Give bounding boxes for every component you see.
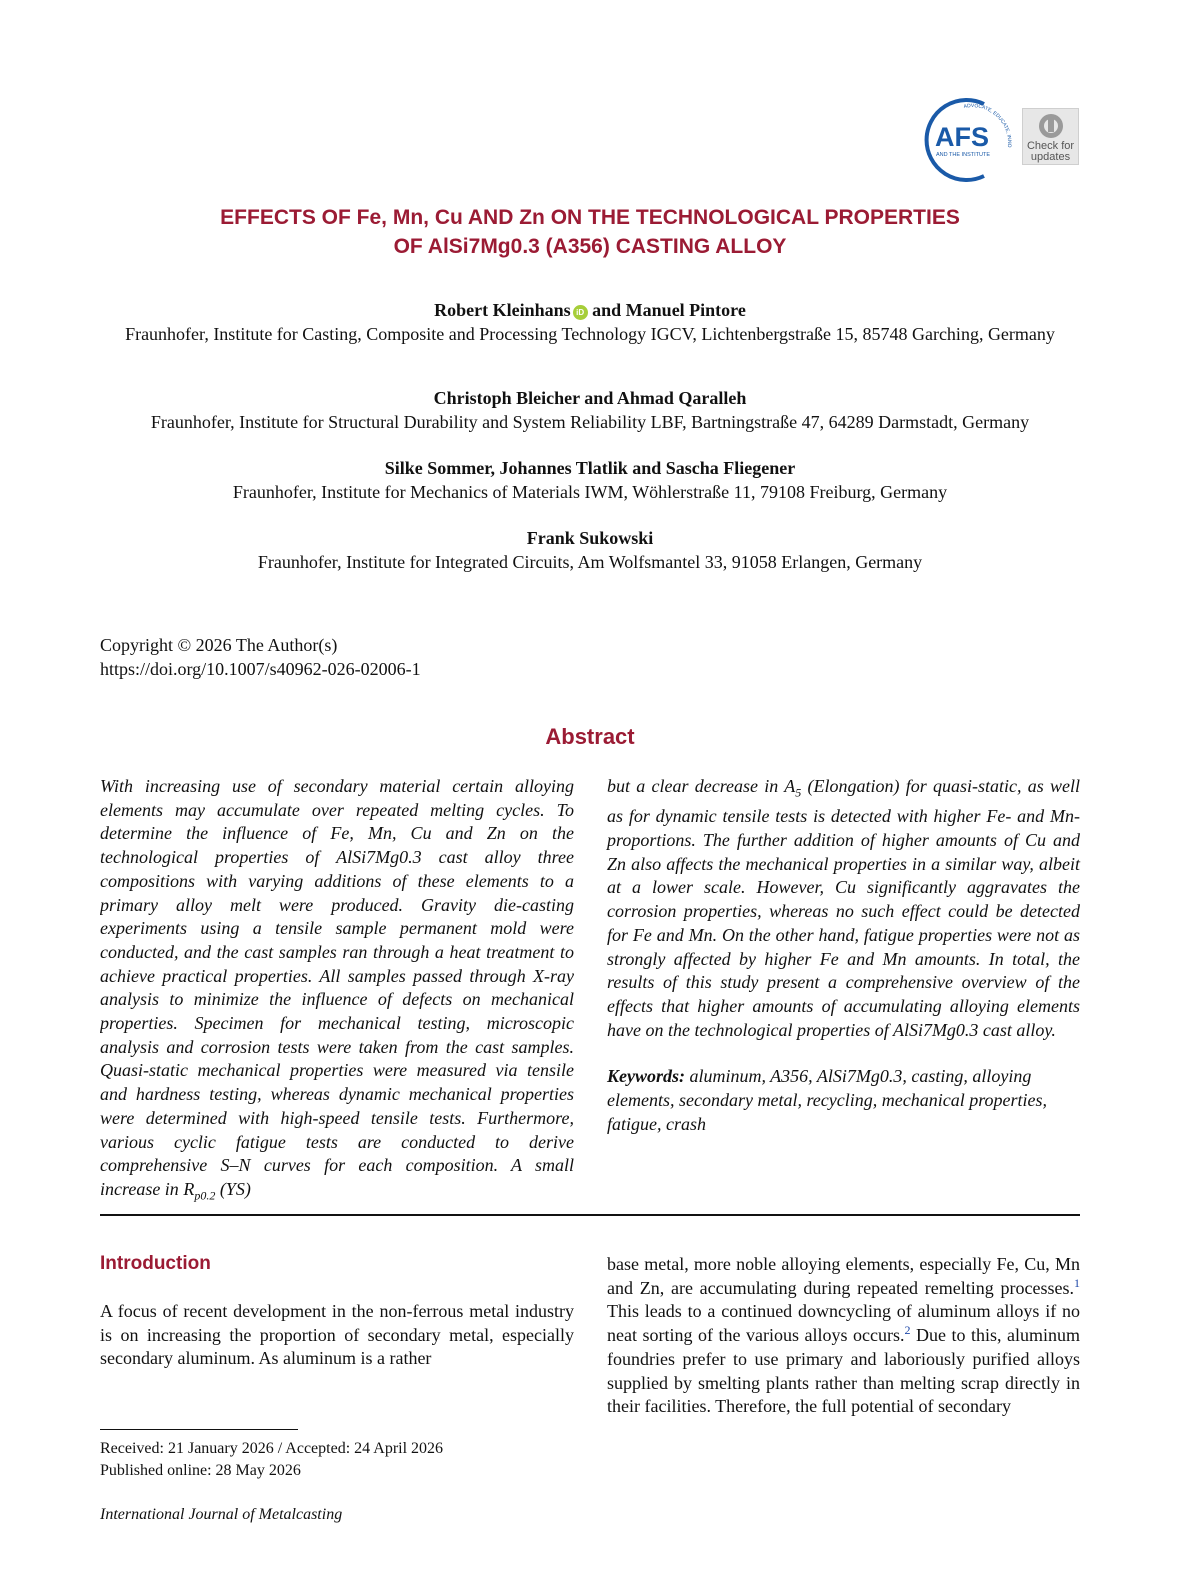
abstract-left-text: With increasing use of secondary material certain alloying elements may accumulate over repeated melting cycles. To determine the influence of Fe, Mn, Cu and Zn on the technological properties of AlSi7Mg0.3 cast alloy three compositions with varying additions of these elements to a primary alloy melt were produced. Gravity die-casting experiments using a tensile sample permanent mold were conducted, and the cast samples ran through a heat treatment to achieve practical properties. All samples passed through X-ray analysis to minimize the influence of defects on mechanical properties. Specimen for mechanical testing, microscopic analysis and corrosion tests were taken from the cast samples. Quasi-static mechanical properties were measured via tensile and hardness testing, whereas dynamic mechanical properties were determined with high-speed tensile tests. Furthermore, various cyclic fatigue tests are conducted to derive comprehensive S–N curves for each composition. A small increase in <box>100 776 574 1199</box>
afs-logo-arc-text: ADVOCATE, EDUCATE, INNO <box>963 103 1013 148</box>
abstract-right-column <box>607 775 1080 1136</box>
check-for-updates-badge[interactable] <box>1022 108 1079 165</box>
orcid-icon[interactable]: iD <box>573 305 588 320</box>
abstract-heading: Abstract <box>545 724 635 749</box>
author-names <box>100 298 1080 322</box>
article-meta <box>100 633 421 681</box>
afs-logo-text: AFS <box>935 122 989 152</box>
check-updates-icon <box>1037 112 1065 140</box>
author-name-kleinhans[interactable]: Robert Kleinhans <box>434 300 571 320</box>
abstract-right-pre: but a clear decrease in <box>607 776 785 796</box>
symbol-a-sub: 5 <box>795 785 802 800</box>
author-affiliation: Fraunhofer, Institute for Mechanics of Materials IWM, Wöhlerstraße 11, 79108 Freiburg, Germany <box>232 482 948 502</box>
intro-right-part-c: Due to this, aluminum foundries prefer to use primary and laboriously purified alloys supplied by smelting plants rather than melting scrap directly in their facilities. Therefore, the full potential of secondary <box>607 1325 1080 1417</box>
symbol-r: R <box>183 1178 195 1199</box>
abstract-right-text: (Elongation) for quasi-static, as well as for dynamic tensile tests is detected with higher Fe- and Mn-proportions. The further addition of higher amounts of Cu and Zn also affects the mechanical properties in a similar way, albeit at a lower scale. However, Cu significantly aggravates the corrosion properties, whereas no such effect could be detected for Fe and Mn. On the other hand, fatigue properties were not as strongly affected by higher Fe and Mn amounts. In total, the results of this study present a comprehensive overview of the effects that higher amounts of accumulating alloying elements have on the technological properties of AlSi7Mg0.3 cast alloy. <box>607 776 1080 1040</box>
author-block-2 <box>100 386 1080 434</box>
author-names: Christoph Bleicher and Ahmad Qaralleh <box>433 388 747 408</box>
publication-dates <box>100 1438 443 1482</box>
section-divider <box>100 1214 1080 1216</box>
check-updates-line1: Check for <box>1026 140 1075 152</box>
author-affiliation: Fraunhofer, Institute for Integrated Circuits, Am Wolfsmantel 33, 91058 Erlangen, Germany <box>257 552 923 572</box>
doi-link[interactable]: https://doi.org/10.1007/s40962-026-02006-1 <box>100 659 421 679</box>
symbol-r-sub: p0.2 <box>194 1188 216 1203</box>
paper-title <box>100 203 1080 261</box>
author-names: Frank Sukowski <box>526 528 654 548</box>
title-line-1: EFFECTS OF Fe, Mn, Cu AND Zn ON THE TECHNOLOGICAL PROPERTIES <box>220 206 960 229</box>
afs-logo-subtext: AND THE INSTITUTE <box>936 152 990 158</box>
introduction-left-text: A focus of recent development in the non-ferrous metal industry is on increasing the proportion of secondary metal, especially secondary aluminum. As aluminum is a rather <box>100 1301 574 1369</box>
introduction-heading: Introduction <box>100 1253 211 1274</box>
intro-right-part-a: base metal, more noble alloying elements, especially Fe, Cu, Mn and Zn, are accumulating during repeated remelting processes. <box>607 1254 1080 1298</box>
intro-right-part-b: This leads to a continued downcycling of aluminum alloys if no neat sorting of the various alloys occurs. <box>607 1301 1080 1346</box>
copyright-line: Copyright © 2026 The Author(s) <box>100 635 338 655</box>
author-names: Silke Sommer, Johannes Tlatlik and Sascha Fliegener <box>384 458 796 478</box>
keywords-list: aluminum, A356, AlSi7Mg0.3, casting, alloying elements, secondary metal, recycling, mechanical properties, fatigue, crash <box>607 1066 1048 1134</box>
keywords-label: Keywords: <box>607 1066 685 1087</box>
introduction-right-column <box>607 1253 1080 1419</box>
symbol-a: A <box>784 776 796 796</box>
journal-name: International Journal of Metalcasting <box>100 1506 343 1523</box>
published-online: Published online: 28 May 2026 <box>100 1462 301 1479</box>
abstract-right-paragraph <box>607 775 1080 1042</box>
header-logos <box>924 96 1080 182</box>
author-block-4 <box>100 526 1080 574</box>
author-block-3 <box>100 456 1080 504</box>
author-block-1 <box>100 298 1080 346</box>
symbol-a5 <box>784 776 802 800</box>
title-line-2: OF AlSi7Mg0.3 (A356) CASTING ALLOY <box>393 235 787 258</box>
abstract-left-column <box>100 775 574 1203</box>
reference-link-2[interactable]: 2 <box>904 1323 911 1338</box>
author-affiliation: Fraunhofer, Institute for Casting, Composite and Processing Technology IGCV, Lichtenbergstraße 15, 85748 Garching, Germany <box>125 324 1055 344</box>
author-name-pintore: and Manuel Pintore <box>587 300 746 320</box>
keywords <box>607 1065 1080 1136</box>
afs-logo <box>924 96 1016 182</box>
symbol-rp02 <box>183 1178 216 1203</box>
abstract-left-tail: (YS) <box>215 1178 251 1199</box>
reference-link-1[interactable]: 1 <box>1074 1275 1080 1290</box>
footnote-rule <box>100 1429 298 1430</box>
check-updates-line2: updates <box>1030 151 1071 163</box>
author-affiliation: Fraunhofer, Institute for Structural Durability and System Reliability LBF, Bartningstraße 47, 64289 Darmstadt, Germany <box>150 412 1030 432</box>
received-accepted: Received: 21 January 2026 / Accepted: 24 April 2026 <box>100 1440 444 1457</box>
